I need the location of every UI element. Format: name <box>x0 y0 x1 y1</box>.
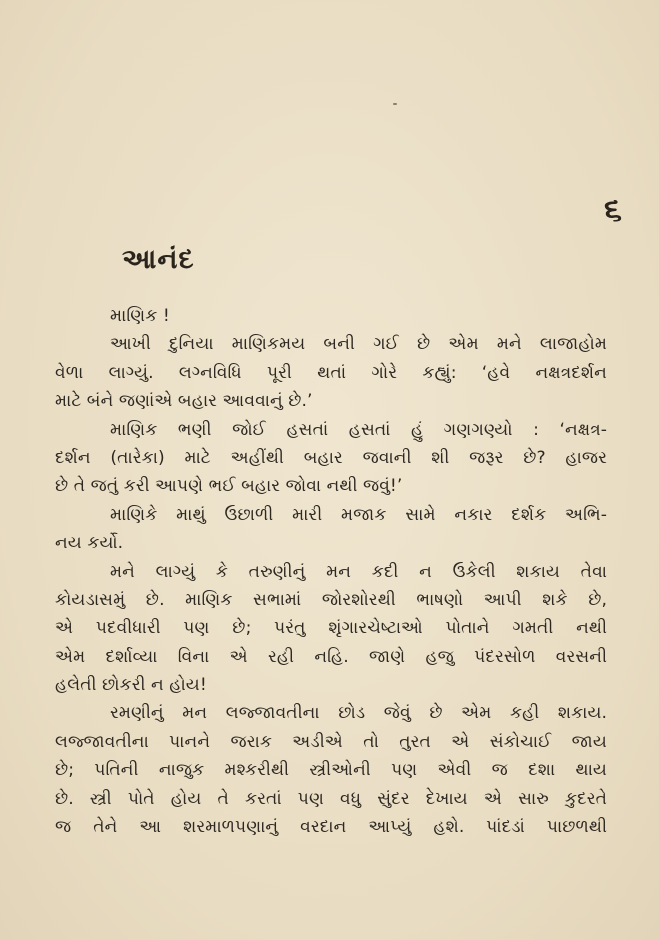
text-line: માણિક ! <box>110 306 170 326</box>
text-line: હલેતી છોકરી ન હોય! <box>55 675 207 696</box>
text-line: રમણીનું મન લજ્જાવતીના છોડ જેવું છે એમ કહી શકાય. <box>110 703 607 724</box>
paper-speck <box>393 103 397 105</box>
text-line: કોયડાસમું છે. માણિક સભામાં જોરશોરથી ભાષણો આપી શકે છે, <box>55 589 607 610</box>
text-line: માણિક ભણી જોઈ હસતાં હસતાં હું ગણગણ્યો : ‘નક્ષત્ર- <box>110 419 607 440</box>
text-line: એમ દર્શાવ્યા વિના એ રહી નહિ. જાણે હજુ પંદરસોળ વરસની <box>55 646 607 667</box>
text-line: મને લાગ્યું કે તરુણીનું મન કદી ન ઉકેલી શકાય તેવા <box>110 561 607 582</box>
text-line: દર્શન (તારેકા) માટે અહીંથી બહાર જવાની શી જરૂર છે? હાજર <box>55 447 607 468</box>
text-line: નય કર્યો. <box>55 533 124 554</box>
body-text <box>55 302 607 841</box>
text-line: છે; પતિની નાજુક મશ્કરીથી સ્ત્રીઓની પણ એવી જ દશા થાય <box>55 760 607 781</box>
text-line: જ તેને આ શરમાળપણાનું વરદાન આપ્યું હશે. પાંદડાં પાછળથી <box>55 817 607 838</box>
text-line: માટે બંને જણાંએ બહાર આવવાનું છે.’ <box>55 391 313 412</box>
text-line: એ પદવીધારી પણ છે; પરંતુ શૃંગારચેષ્ટાઓ પોતાને ગમતી નથી <box>55 618 607 639</box>
text-line: વેળા લાગ્યું. લગ્નવિધિ પૂરી થતાં ગોરે કહ્યું: ‘હવે નક્ષત્રદર્શન <box>55 362 607 383</box>
chapter-number: ૬ <box>604 190 622 228</box>
text-line: આખી દુનિયા માણિકમય બની ગઈ છે એમ મને લાજાહોમ <box>110 334 607 355</box>
text-line: છે. સ્ત્રી પોતે હોય તે કરતાં પણ વધુ સુંદર દેખાય એ સારુ કુદરતે <box>55 788 607 809</box>
text-line: લજ્જાવતીના પાનને જરાક અડીએ તો તુરત એ સંકોચાઈ જાય <box>55 731 607 752</box>
chapter-title: આનંદ <box>122 244 195 275</box>
text-line: માણિકે માથું ઉછાળી મારી મજાક સામે નકાર દર્શક અભિ- <box>110 504 607 525</box>
text-line: છે તે જતું કરી આપણે ભઈ બહાર જોવા નથી જવું!’ <box>55 476 403 497</box>
